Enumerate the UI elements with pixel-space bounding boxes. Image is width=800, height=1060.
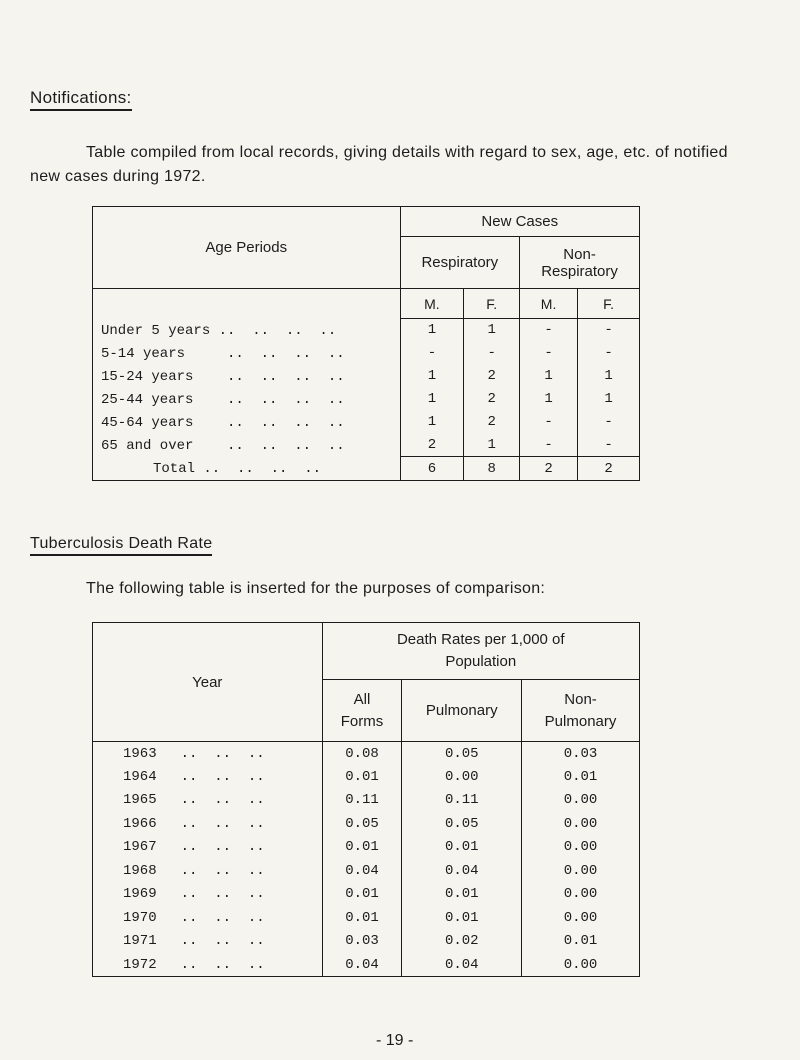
year-cell: [93, 742, 323, 766]
cell: 1: [400, 365, 464, 388]
cell: 0.01: [322, 765, 402, 789]
non-respiratory-header: Non-Respiratory: [520, 237, 640, 289]
year-value: 1963: [123, 745, 157, 762]
age-label: 15-24 years .. .. .. ..: [101, 368, 345, 385]
sex-header-nonresp-m: M.: [520, 289, 578, 319]
leader-dots: .. .. ..: [180, 815, 265, 832]
table-row: [93, 789, 640, 813]
cell: 0.08: [322, 742, 402, 766]
age-label: 5-14 years .. .. .. ..: [101, 345, 345, 362]
death-rate-table: [92, 622, 640, 977]
table-row: [93, 906, 640, 930]
year-value: 1971: [123, 933, 157, 950]
year-value: 1964: [123, 768, 157, 785]
cell: 2: [520, 457, 578, 481]
cell: 0.04: [322, 859, 402, 883]
cell: 0.03: [522, 742, 640, 766]
cell: 0.03: [322, 930, 402, 954]
cell: -: [520, 434, 578, 457]
cell: 0.00: [522, 953, 640, 977]
year-cell: [93, 930, 323, 954]
table-row: [93, 812, 640, 836]
cell: 2: [578, 457, 640, 481]
table-row: [93, 765, 640, 789]
table-row: [93, 742, 640, 766]
cell: 1: [464, 434, 520, 457]
cell: 8: [464, 457, 520, 481]
cell: 0.11: [402, 789, 522, 813]
cell: 0.00: [522, 836, 640, 860]
leader-dots: .. .. ..: [180, 745, 265, 762]
cell: 1: [400, 319, 464, 342]
cell: 1: [400, 411, 464, 434]
leader-dots: .. .. ..: [180, 909, 265, 926]
year-cell: [93, 859, 323, 883]
year-value: 1969: [123, 886, 157, 903]
pulmonary-header: Pulmonary: [402, 680, 522, 742]
leader-dots: .. .. ..: [180, 839, 265, 856]
table-row: [93, 883, 640, 907]
cell: 0.01: [322, 906, 402, 930]
age-label: Under 5 years .. .. .. ..: [101, 322, 337, 339]
age-periods-header: Age Periods: [93, 207, 401, 289]
age-label: 45-64 years .. .. .. ..: [101, 414, 345, 431]
cell: 0.00: [522, 906, 640, 930]
cell: 2: [400, 434, 464, 457]
age-label: 25-44 years .. .. .. ..: [101, 391, 345, 408]
sex-header-resp-f: F.: [464, 289, 520, 319]
notifications-intro: Table compiled from local records, giving details with regard to sex, age, etc. of notified new cases during 1972.: [30, 144, 728, 185]
respiratory-header: Respiratory: [400, 237, 520, 289]
cell: 0.01: [402, 883, 522, 907]
year-value: 1966: [123, 815, 157, 832]
cell: 1: [520, 365, 578, 388]
year-value: 1967: [123, 839, 157, 856]
cell: 0.05: [402, 742, 522, 766]
table-row: [93, 836, 640, 860]
cell: -: [578, 342, 640, 365]
cell: 2: [464, 411, 520, 434]
age-label: 65 and over .. .. .. ..: [101, 437, 345, 454]
cell: 0.01: [402, 836, 522, 860]
leader-dots: .. .. ..: [180, 862, 265, 879]
leader-dots: .. .. ..: [180, 792, 265, 809]
cell: 0.01: [402, 906, 522, 930]
year-header: Year: [93, 623, 323, 742]
new-cases-header: New Cases: [400, 207, 639, 237]
year-cell: [93, 812, 323, 836]
table-row: [93, 953, 640, 977]
cell: 2: [464, 388, 520, 411]
tuberculosis-intro: The following table is inserted for the purposes of comparison:: [86, 580, 546, 597]
cell: -: [520, 411, 578, 434]
cell: 0.11: [322, 789, 402, 813]
table-row: [93, 930, 640, 954]
cell: 1: [578, 388, 640, 411]
year-value: 1968: [123, 862, 157, 879]
cell: 0.02: [402, 930, 522, 954]
cell: -: [464, 342, 520, 365]
cell: 1: [578, 365, 640, 388]
cell: 2: [464, 365, 520, 388]
tuberculosis-heading: Tuberculosis Death Rate: [30, 535, 212, 556]
cell: 0.05: [402, 812, 522, 836]
non-pulmonary-header: Non-Pulmonary: [522, 680, 640, 742]
cell: 1: [520, 388, 578, 411]
death-rates-header: Death Rates per 1,000 of Population: [322, 623, 639, 680]
cell: 0.04: [402, 953, 522, 977]
year-value: 1970: [123, 909, 157, 926]
year-cell: [93, 883, 323, 907]
year-cell: [93, 789, 323, 813]
total-label: Total .. .. .. ..: [153, 460, 322, 477]
cell: -: [578, 434, 640, 457]
cell: 0.00: [522, 859, 640, 883]
cell: -: [400, 342, 464, 365]
year-cell: [93, 906, 323, 930]
cell: 0.04: [322, 953, 402, 977]
cell: 0.01: [522, 765, 640, 789]
cell: 0.05: [322, 812, 402, 836]
year-value: 1965: [123, 792, 157, 809]
cell: -: [578, 319, 640, 342]
sex-header-resp-m: M.: [400, 289, 464, 319]
year-cell: [93, 836, 323, 860]
year-cell: [93, 765, 323, 789]
cell: 6: [400, 457, 464, 481]
rate-rows: [93, 742, 640, 977]
cell: 0.04: [402, 859, 522, 883]
all-forms-header: All Forms: [322, 680, 402, 742]
cell: 0.01: [322, 883, 402, 907]
page-number: - 19 -: [376, 1032, 414, 1049]
cell: 0.01: [522, 930, 640, 954]
new-cases-table: [92, 206, 640, 481]
leader-dots: .. .. ..: [180, 768, 265, 785]
cell: 0.00: [402, 765, 522, 789]
cell: 0.01: [322, 836, 402, 860]
cell: 1: [400, 388, 464, 411]
leader-dots: .. .. ..: [180, 956, 265, 973]
age-labels: [93, 289, 400, 480]
cell: 1: [464, 319, 520, 342]
leader-dots: .. .. ..: [180, 886, 265, 903]
cell: -: [578, 411, 640, 434]
year-value: 1972: [123, 956, 157, 973]
sex-header-nonresp-f: F.: [578, 289, 640, 319]
cell: -: [520, 342, 578, 365]
notifications-heading: Notifications:: [30, 88, 132, 111]
cell: 0.00: [522, 883, 640, 907]
table-row: [93, 859, 640, 883]
leader-dots: .. .. ..: [180, 933, 265, 950]
cell: 0.00: [522, 789, 640, 813]
cell: -: [520, 319, 578, 342]
year-cell: [93, 953, 323, 977]
cell: 0.00: [522, 812, 640, 836]
